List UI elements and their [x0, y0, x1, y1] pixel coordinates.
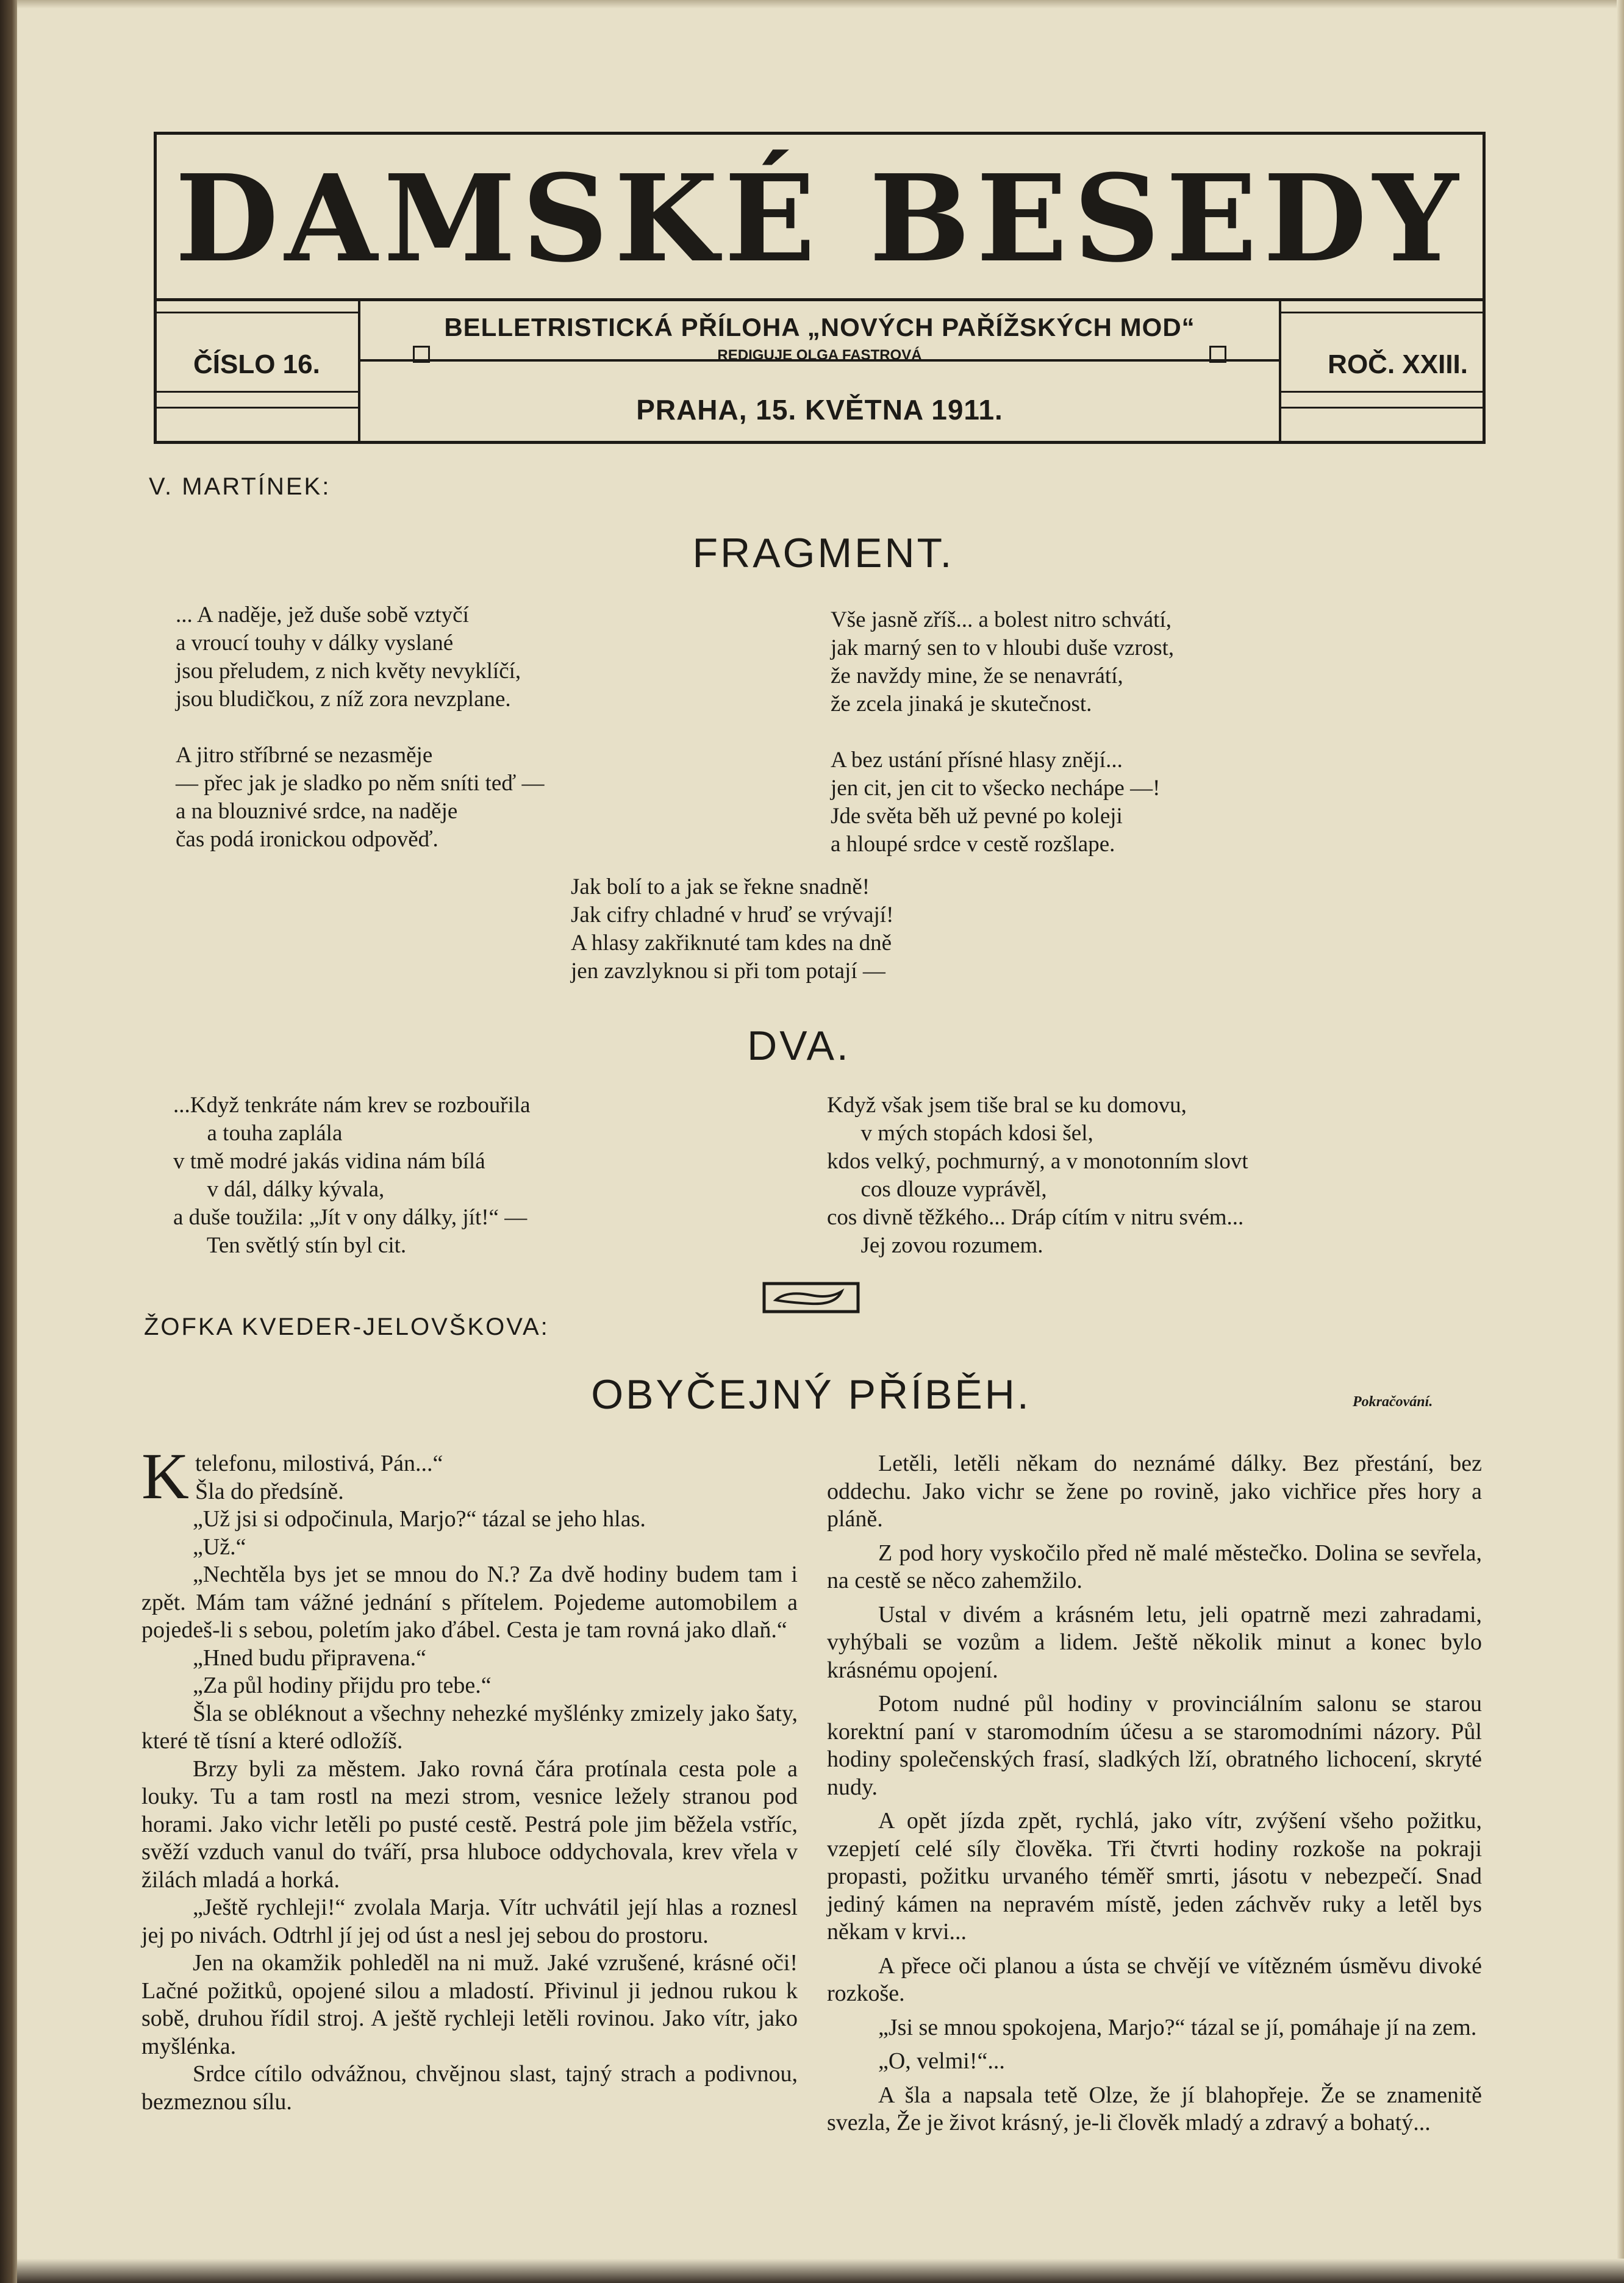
masthead-editor: REDIGUJE OLGA FASTROVÁ	[717, 347, 922, 363]
masthead-rule	[1281, 407, 1483, 409]
volume-number: ROČ. XXIII.	[1328, 349, 1468, 379]
masthead-rule	[157, 312, 358, 313]
paragraph: „Hned budu připravena.“	[193, 1645, 427, 1671]
paragraph: A opět jízda zpět, rychlá, jako vítr, zvýšení všeho požitku, vzepjetí celé síly člověka. Tři čtvrti hodiny rozkoše na pokraji propasti, požitku urvaného téměř smrti, jásotu v nebezpečí. Snad jediný kámen na nepravém místě, jeden záchvěv ruky a letěl bys někam v krvi...	[827, 1808, 1482, 1945]
paragraph: Ustal v divém a krásném letu, jeli opatrně mezi zahradami, vyhýbali se vozům a lidem. Ještě několik minut a konec bylo krásnému opojení.	[827, 1601, 1482, 1683]
story-author: ŽOFKA KVEDER-JELOVŠKOVA:	[144, 1313, 549, 1340]
masthead-divider	[358, 298, 360, 443]
issue-number: ČÍSLO 16.	[193, 349, 320, 379]
page-right-edge	[1617, 0, 1624, 2283]
masthead-subtitle: BELLETRISTICKÁ PŘÍLOHA „NOVÝCH PAŘÍŽSKÝCH MOD“	[444, 313, 1195, 341]
paragraph: Brzy byli za městem. Jako rovná čára protínala cesta pole a louky. Tu a tam rostl na mezi strom, vesnice ležely stranou pod horami. Jako vichr letěli po pusté cestě. Pestrá pole jim běžela vstříc, svěží vzduch vanul do tváří, prsa hluboce oddychovala, krev vřela v žilách mladá a horká.	[141, 1756, 798, 1893]
paragraph: Srdce cítilo odvážnou, chvějnou slast, tajný strach a podivnou, bezmeznou sílu.	[141, 2061, 798, 2115]
paragraph: „Ještě rychleji!“ zvolala Marja. Vítr uchvátil její hlas a roznesl jej po nivách. Odtrhl jí jej od úst a nesl jej sebou do prostoru.	[141, 1895, 798, 1948]
story-title: OBYČEJNÝ PŘÍBĚH.	[591, 1371, 1031, 1418]
masthead-title: DAMSKÉ BESEDY	[174, 149, 1465, 289]
fragment-left-stanzas: ... A naděje, jež duše sobě vztyčí a vroucí touhy v dálky vyslané jsou přeludem, z nich květy nevyklíčí, jsou bludičkou, z níž zora nevzplane. A jitro stříbrné se nezasměje — přec jak je sladko po něm sníti teď — a na blouznivé srdce, na naděje čas podá ironickou odpověď.	[176, 602, 545, 852]
masthead-rule	[157, 298, 1483, 301]
story-right-column	[827, 1450, 1482, 2137]
dva-title: DVA.	[747, 1023, 851, 1069]
paragraph: Z pod hory vyskočilo před ně malé městečko. Dolina se sevřela, na cestě se něco zahemžilo.	[827, 1540, 1482, 1593]
paragraph: Jen na okamžik pohleděl na ni muž. Jaké vzrušené, krásné oči! Lačné požitků, opojené silou a mladostí. Přivinul ji jednou rukou k sobě, druhou řídil stroj. A ještě rychleji letěli rovinou. Jako vítr, jako myšlénka.	[141, 1950, 798, 2059]
paragraph: „Už jsi si odpočinula, Marjo?“ tázal se jeho hlas.	[193, 1506, 646, 1532]
masthead-rule	[157, 391, 358, 393]
paragraph: A přece oči planou a ústa se chvějí ve vítězném úsměvu divoké rozkoše.	[827, 1953, 1482, 2006]
square-ornament-icon	[1209, 346, 1226, 363]
masthead-rule	[157, 407, 358, 409]
dva-left-stanza: ...Když tenkráte nám krev se rozbouřila a touha zaplála v tmě modré jakás vidina nám bílá v dál, dálky kývala, a duše toužila: „Jít v ony dálky, jít!“ — Ten světlý stín byl cit.	[173, 1093, 531, 1258]
paragraph: Šla se obléknout a všechny nehezké myšlénky zmizely jako šaty, které tě tísní a které odložíš.	[141, 1700, 798, 1754]
paragraph: Letěli, letěli někam do neznámé dálky. Bez přestání, bez oddechu. Jako vichr se žene po rovině, jako vichřice přes hory a pláně.	[827, 1451, 1482, 1532]
paragraph: „O, velmi!“...	[878, 2048, 1005, 2074]
paragraph: telefonu, milostivá, Pán...“	[195, 1451, 443, 1476]
continued-note: Pokračování.	[1353, 1394, 1433, 1410]
masthead	[154, 132, 1486, 444]
story-left-column	[141, 1440, 798, 2116]
drop-cap: K	[141, 1440, 189, 1513]
paragraph: Potom nudné půl hodiny v provinciálním salonu se starou korektní paní v staromodním účesu a se staromodními názory. Půl hodiny společenských frasí, sladkých lží, obratného lichocení, skryté nudy.	[827, 1691, 1482, 1800]
masthead-divider	[1279, 298, 1281, 443]
page-top-edge	[17, 0, 1624, 9]
masthead-rule	[1281, 391, 1483, 393]
masthead-rule	[1281, 312, 1483, 313]
masthead-dateline: PRAHA, 15. KVĚTNA 1911.	[636, 394, 1003, 426]
paragraph: „Jsi se mnou spokojena, Marjo?“ tázal se jí, pomáhaje jí na zem.	[878, 2014, 1477, 2040]
paragraph: Šla do předsíně.	[195, 1478, 344, 1504]
fragment-right-stanzas: Vše jasně zříš... a bolest nitro schvátí, jak marný sen to v hloubi duše vzrost, že navždy mine, že se nenavrátí, že zcela jinaká je skutečnost. A bez ustání přísné hlasy znějí... jen cit, jen cit to všecko nechápe —! Jde světa běh už pevné po koleji a hloupé srdce v cestě rozšlape.	[831, 607, 1175, 857]
dva-right-stanza: Když však jsem tiše bral se ku domovu, v mých stopách kdosi šel, kdos velký, pochmurný, a v monotonním slovt cos dlouze vyprávěl, cos divně těžkého... Dráp cítím v nitru svém... Jej zovou rozumem.	[827, 1093, 1248, 1258]
fragment-closing-stanza: Jak bolí to a jak se řekne snadně! Jak cifry chladné v hruď se vrývají! A hlasy zakřiknuté tam kdes na dně jen zavzlyknou si při tom potají —	[571, 874, 894, 984]
fragment-author: V. MARTÍNEK:	[149, 473, 331, 500]
paragraph: „Nechtěla bys jet se mnou do N.? Za dvě hodiny budem tam i zpět. Mám tam vážné jednání s přítelem. Pojedeme automobilem a pojedeš-li s sebou, poletím jako ďábel. Cesta je tam rovná jako dlaň.“	[141, 1562, 798, 1643]
section-ornament-icon	[762, 1282, 860, 1313]
paragraph: „Za půl hodiny přijdu pro tebe.“	[193, 1673, 492, 1698]
page-bottom-edge	[17, 2259, 1624, 2283]
fragment-title: FRAGMENT.	[692, 530, 954, 576]
paragraph: „Už.“	[193, 1534, 246, 1560]
paragraph: A šla a napsala tetě Olze, že jí blahopřeje. Že se znamenitě svezla, Že je život krásný, je-li člověk mladý a zdravý a bohatý...	[827, 2082, 1482, 2135]
book-binding-edge	[0, 0, 17, 2283]
